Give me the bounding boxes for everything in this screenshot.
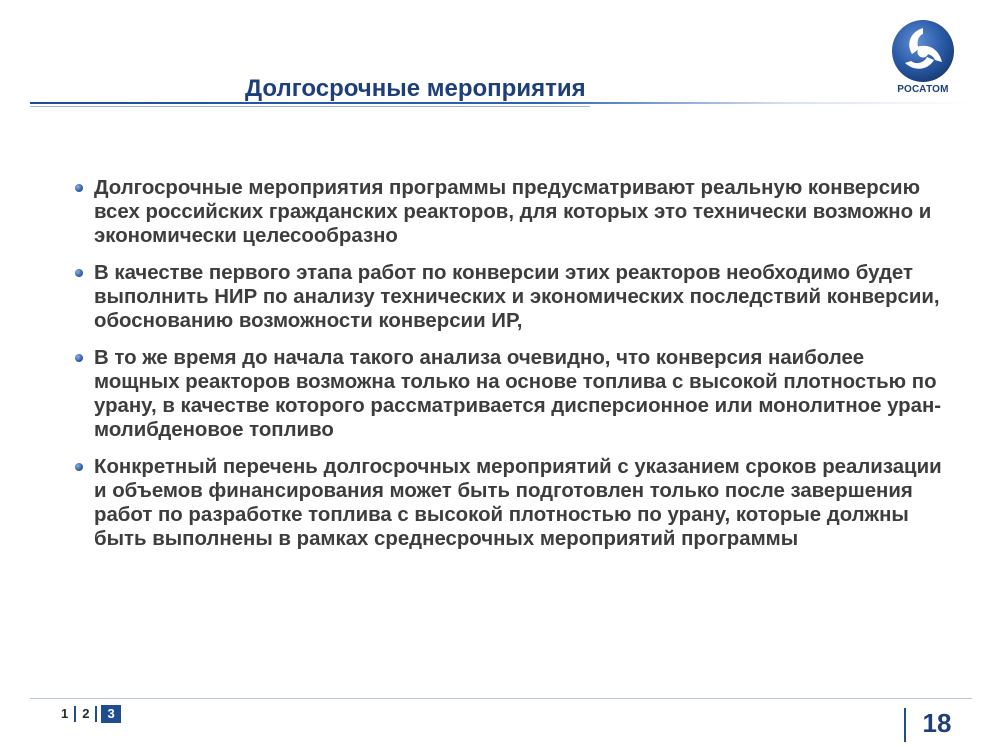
bullet-dot-icon [75, 354, 83, 362]
slide-number-separator [904, 708, 906, 742]
slide-number: 18 [922, 708, 952, 738]
header-divider [30, 102, 972, 104]
pager-item-1[interactable]: 1 [61, 706, 69, 721]
bullet-item [72, 261, 952, 333]
bullet-item [72, 176, 952, 248]
slide-title: Долгосрочные мероприятия [245, 75, 586, 102]
bullet-item [72, 346, 952, 442]
header-divider-thin [30, 106, 590, 107]
bullet-item [72, 455, 952, 551]
pager-item-2[interactable]: 2 [82, 706, 90, 721]
bullet-text: В то же время до начала такого анализа очевидно, что конверсия наиболее мощных реакторов возможна только на основе топлива с высокой плотностью по урану, в качестве которого рассматривается дисперсионное или монолитное уран-молибденовое топливо [94, 347, 942, 441]
bullet-text: В качестве первого этапа работ по конверсии этих реакторов необходимо будет выполнить НИР по анализу технических и экономических последствий конверсии, обоснованию возможности конверсии ИР, [94, 262, 940, 332]
bullet-text: Конкретный перечень долгосрочных мероприятий с указанием сроков реализации и объемов финансирования может быть подготовлен только после завершения работ по разработке топлива с высокой плотностью по урану, которые должны быть выполнены в рамках среднесрочных мероприятий программы [94, 456, 942, 550]
pager-separator [95, 706, 97, 722]
bullet-dot-icon [75, 269, 83, 277]
bullet-text: Долгосрочные мероприятия программы предусматривают реальную конверсию всех российских гражданских реакторов, для которых это технически возможно и экономически целесообразно [94, 177, 932, 247]
rosatom-logo [890, 18, 956, 98]
rosatom-logo-icon [890, 18, 956, 84]
bullet-dot-icon [75, 463, 83, 471]
footer-divider [30, 698, 972, 699]
bullet-list [72, 176, 952, 564]
logo-text: РОСАТОМ [897, 84, 949, 95]
section-pager [55, 704, 121, 724]
bullet-dot-icon [75, 184, 83, 192]
pager-item-3[interactable]: 3 [101, 705, 120, 723]
